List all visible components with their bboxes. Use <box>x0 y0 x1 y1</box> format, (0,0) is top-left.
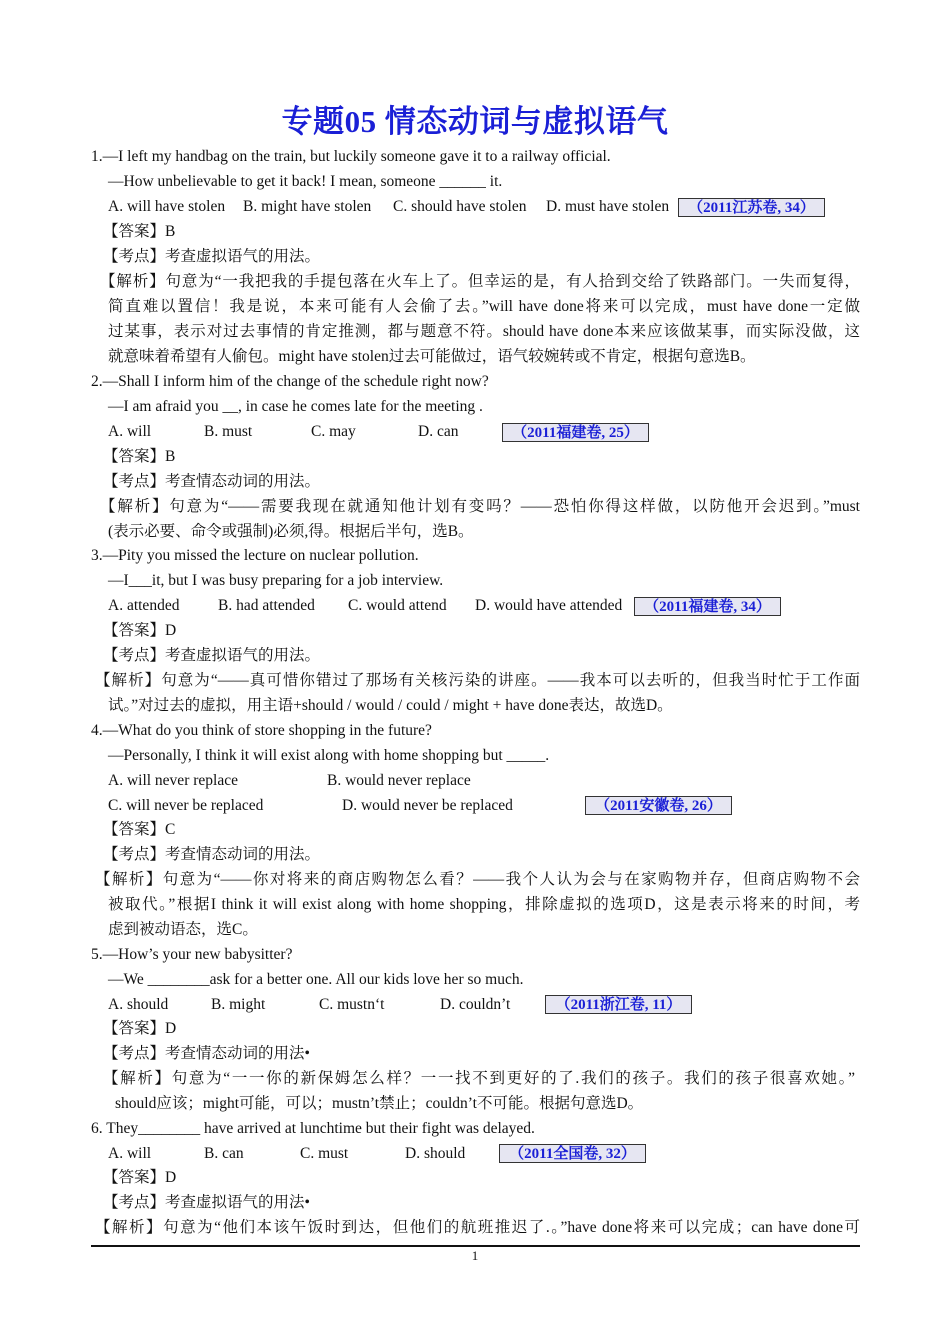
footer-divider <box>91 1245 860 1247</box>
question-4-option-d: D. would never be replaced <box>342 797 513 814</box>
question-1-analysis-line-4: 就意味着希望有人偷包。might have stolen过去可能做过，语气较婉转或不肯定，根据句意选B。 <box>108 348 756 365</box>
question-1-stem: 1.—I left my handbag on the train, but luckily someone gave it to a railway official. <box>91 148 611 165</box>
question-3-option-a: A. attended <box>108 597 180 614</box>
question-1-option-a: A. will have stolen <box>108 198 226 215</box>
question-1-stem-reply: —How unbelievable to get it back! I mean, someone ______ it. <box>108 173 503 190</box>
question-5-source-tag: （2011浙江卷, 11） <box>545 995 692 1014</box>
question-4-source-tag: （2011安徽卷, 26） <box>585 796 732 815</box>
question-5-analysis-line-2: should应该；might可能，可以；mustn’t禁止；couldn’t不可能。根据句意选D。 <box>115 1095 644 1112</box>
question-4-stem-reply: —Personally, I think it will exist along with home shopping but _____. <box>108 747 550 764</box>
question-6-option-c: C. must <box>300 1145 349 1162</box>
question-6-analysis-line-1: 【解析】句意为“他们本该午饭时到达，但他们的航班推迟了.。”have done将来可以完成；can have done可 <box>95 1219 860 1236</box>
question-3-analysis-line-2: 试。”对过去的虚拟，用主语+should / would / could / might + have done表达，故选D。 <box>108 697 673 714</box>
question-5-answer: 【答案】D <box>103 1020 177 1037</box>
question-3-point: 【考点】考查虚拟语气的用法。 <box>103 647 321 664</box>
question-2-analysis-line-2: (表示必要、命令或强制)必须,得。根据后半句，选B。 <box>108 523 474 540</box>
question-4-option-c: C. will never be replaced <box>108 797 264 814</box>
question-3-stem: 3.—Pity you missed the lecture on nuclear pollution. <box>91 547 419 564</box>
question-6-option-d: D. should <box>405 1145 466 1162</box>
question-6-option-a: A. will <box>108 1145 152 1162</box>
question-6-stem: 6. They________ have arrived at lunchtime but their fight was delayed. <box>91 1120 535 1137</box>
question-6-answer: 【答案】D <box>103 1169 177 1186</box>
question-2-source-tag: （2011福建卷, 25） <box>502 423 649 442</box>
question-2-option-b: B. must <box>204 423 253 440</box>
question-1-answer: 【答案】B <box>103 223 176 240</box>
question-5-stem: 5.—How’s your new babysitter? <box>91 946 293 963</box>
question-5-option-b: B. might <box>211 996 266 1013</box>
question-2-option-c: C. may <box>311 423 356 440</box>
question-6-option-b: B. can <box>204 1145 244 1162</box>
question-4-answer: 【答案】C <box>103 821 176 838</box>
question-4-option-b: B. would never replace <box>327 772 471 789</box>
question-3-answer: 【答案】D <box>103 622 177 639</box>
question-1-option-b: B. might have stolen <box>243 198 372 215</box>
question-2-point: 【考点】考查情态动词的用法。 <box>103 473 321 490</box>
page-number: 1 <box>471 1248 479 1263</box>
question-6-source-tag: （2011全国卷, 32） <box>499 1144 646 1163</box>
question-1-analysis-line-3: 过某事，表示对过去事情的肯定推测，都与题意不符。should have done本来应该做某事，而实际没做，这 <box>108 323 860 340</box>
question-2-option-d: D. can <box>418 423 459 440</box>
question-3-stem-reply: —I___it, but I was busy preparing for a job interview. <box>108 572 444 589</box>
question-5-option-a: A. should <box>108 996 169 1013</box>
question-5-analysis-line-1: 【解析】句意为“一一你的新保姆怎么样？一一找不到更好的了.我们的孩子。我们的孩子很喜欢她。” <box>103 1070 855 1087</box>
question-4-analysis-line-3: 虑到被动语态，选C。 <box>108 921 258 938</box>
question-2-option-a: A. will <box>108 423 152 440</box>
question-4-point: 【考点】考查情态动词的用法。 <box>103 846 321 863</box>
question-5-point: 【考点】考查情态动词的用法• <box>103 1045 310 1062</box>
question-5-option-c: C. mustn‘t <box>319 996 385 1013</box>
question-4-analysis-line-1: 【解析】句意为“——你对将来的商店购物怎么看？——我个人认为会与在家购物并存，但商店购物不会 <box>95 871 860 888</box>
question-4-option-a: A. will never replace <box>108 772 238 789</box>
question-1-analysis-line-2: 简直难以置信！我是说，本来可能有人会偷了去。”will have done将来可以完成，must have done一定做 <box>108 298 860 315</box>
question-1-analysis-line-1: 【解析】句意为“一我把我的手提包落在火车上了。但幸运的是，有人拾到交给了铁路部门。一失而复得， <box>100 273 860 290</box>
question-5-stem-reply: —We ________ask for a better one. All our kids love her so much. <box>108 971 524 988</box>
question-3-option-c: C. would attend <box>348 597 447 614</box>
question-2-stem-reply: —I am afraid you __, in case he comes late for the meeting . <box>108 398 483 415</box>
question-1-option-d: D. must have stolen <box>546 198 670 215</box>
question-1-source-tag: （2011江苏卷, 34） <box>678 198 825 217</box>
question-6-point: 【考点】考查虚拟语气的用法• <box>103 1194 310 1211</box>
question-1-option-c: C. should have stolen <box>393 198 527 215</box>
question-2-stem: 2.—Shall I inform him of the change of the schedule right now? <box>91 373 489 390</box>
question-3-option-b: B. had attended <box>218 597 315 614</box>
page-title: 专题05 情态动词与虚拟语气 <box>281 104 669 139</box>
question-4-analysis-line-2: 被取代。”根据I think it will exist along with home shopping，排除虚拟的选项D，这是表示将来的时间，考 <box>108 896 860 913</box>
question-3-source-tag: （2011福建卷, 34） <box>634 597 781 616</box>
question-2-analysis-line-1: 【解析】句意为“——需要我现在就通知他计划有变吗？——恐怕你得这样做，以防他开会迟到。”must <box>100 498 860 515</box>
question-4-stem: 4.—What do you think of store shopping in the future? <box>91 722 432 739</box>
question-3-option-d: D. would have attended <box>475 597 623 614</box>
question-2-answer: 【答案】B <box>103 448 176 465</box>
question-3-analysis-line-1: 【解析】句意为“——真可惜你错过了那场有关核污染的讲座。——我本可以去听的，但我当时忙于工作面 <box>95 672 860 689</box>
question-5-option-d: D. couldn’t <box>440 996 511 1013</box>
question-1-point: 【考点】考查虚拟语气的用法。 <box>103 248 321 265</box>
